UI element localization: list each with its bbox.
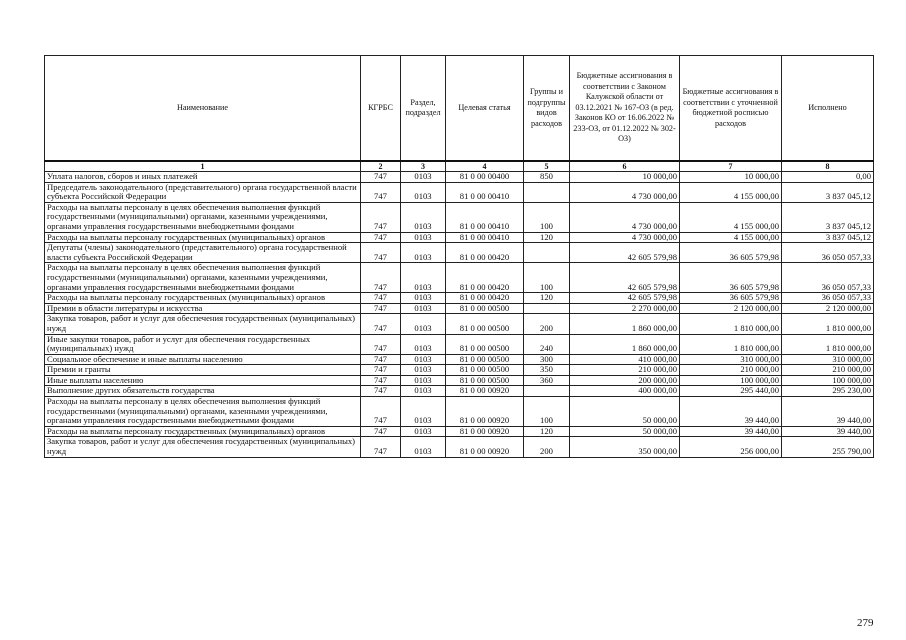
- row-razdel: 0103: [401, 303, 446, 314]
- row-kgrbs: 747: [361, 354, 401, 365]
- row-refined-allocation: 100 000,00: [680, 375, 782, 386]
- row-group: 100: [524, 397, 570, 427]
- row-article: 81 0 00 00500: [446, 303, 524, 314]
- row-name: Закупка товаров, работ и услуг для обеспечения государственных (муниципальных) нужд: [45, 437, 361, 457]
- row-article: 81 0 00 00920: [446, 397, 524, 427]
- row-executed: 39 440,00: [782, 426, 874, 437]
- row-law-allocation: 10 000,00: [570, 172, 680, 183]
- header-kgrbs: КГРБС: [361, 56, 401, 162]
- row-article: 81 0 00 00920: [446, 386, 524, 397]
- row-name: Председатель законодательного (представительного) органа государственной власти субъекта Российской Федерации: [45, 182, 361, 202]
- row-kgrbs: 747: [361, 334, 401, 354]
- row-refined-allocation: 4 155 000,00: [680, 202, 782, 232]
- row-law-allocation: 42 605 579,98: [570, 243, 680, 263]
- row-kgrbs: 747: [361, 293, 401, 304]
- table-row: [45, 314, 874, 334]
- row-executed: 255 790,00: [782, 437, 874, 457]
- row-law-allocation: 410 000,00: [570, 354, 680, 365]
- row-law-allocation: 400 000,00: [570, 386, 680, 397]
- header-refined-allocation: Бюджетные ассигнования в соответствии с уточненной бюджетной росписью расходов: [680, 56, 782, 162]
- row-name: Расходы на выплаты персоналу государственных (муниципальных) органов: [45, 426, 361, 437]
- row-article: 81 0 00 00500: [446, 314, 524, 334]
- row-kgrbs: 747: [361, 386, 401, 397]
- row-razdel: 0103: [401, 263, 446, 293]
- header-name: Наименование: [45, 56, 361, 162]
- row-refined-allocation: 256 000,00: [680, 437, 782, 457]
- row-refined-allocation: 1 810 000,00: [680, 314, 782, 334]
- row-group: [524, 303, 570, 314]
- row-razdel: 0103: [401, 354, 446, 365]
- row-kgrbs: 747: [361, 202, 401, 232]
- row-law-allocation: 42 605 579,98: [570, 293, 680, 304]
- row-law-allocation: 4 730 000,00: [570, 202, 680, 232]
- table-row: [45, 426, 874, 437]
- table-row: [45, 232, 874, 243]
- table-row: [45, 263, 874, 293]
- row-name: Социальное обеспечение и иные выплаты населению: [45, 354, 361, 365]
- row-article: 81 0 00 00410: [446, 182, 524, 202]
- row-name: Премии в области литературы и искусства: [45, 303, 361, 314]
- table-row: [45, 386, 874, 397]
- row-law-allocation: 1 860 000,00: [570, 314, 680, 334]
- row-group: 360: [524, 375, 570, 386]
- row-refined-allocation: 295 440,00: [680, 386, 782, 397]
- row-kgrbs: 747: [361, 243, 401, 263]
- row-executed: 39 440,00: [782, 397, 874, 427]
- row-group: 120: [524, 293, 570, 304]
- row-name: Премии и гранты: [45, 365, 361, 376]
- row-group: 100: [524, 202, 570, 232]
- column-number: 1: [45, 161, 361, 172]
- row-kgrbs: 747: [361, 303, 401, 314]
- row-name: Закупка товаров, работ и услуг для обеспечения государственных (муниципальных) нужд: [45, 314, 361, 334]
- row-executed: 3 837 045,12: [782, 202, 874, 232]
- row-kgrbs: 747: [361, 426, 401, 437]
- row-executed: 36 050 057,33: [782, 243, 874, 263]
- table-row: [45, 303, 874, 314]
- row-group: 120: [524, 232, 570, 243]
- row-article: 81 0 00 00410: [446, 202, 524, 232]
- table-row: [45, 293, 874, 304]
- column-number: 8: [782, 161, 874, 172]
- row-law-allocation: 50 000,00: [570, 426, 680, 437]
- row-refined-allocation: 310 000,00: [680, 354, 782, 365]
- row-name: Расходы на выплаты персоналу в целях обеспечения выполнения функций государственными (муниципальными) органами, казенными учреждениями, органами управления государственными внебюджетными фондами: [45, 397, 361, 427]
- row-law-allocation: 42 605 579,98: [570, 263, 680, 293]
- row-name: Расходы на выплаты персоналу в целях обеспечения выполнения функций государственными (муниципальными) органами, казенными учреждениями, органами управления государственными внебюджетными фондами: [45, 202, 361, 232]
- table-row: [45, 354, 874, 365]
- table-row: [45, 437, 874, 457]
- table-row: [45, 182, 874, 202]
- row-group: [524, 386, 570, 397]
- row-razdel: 0103: [401, 365, 446, 376]
- row-kgrbs: 747: [361, 437, 401, 457]
- row-name: Иные выплаты населению: [45, 375, 361, 386]
- column-number-row: [45, 161, 874, 172]
- row-article: 81 0 00 00400: [446, 172, 524, 183]
- table-row: [45, 243, 874, 263]
- header-row: [45, 56, 874, 162]
- header-law-allocation: Бюджетные ассигнования в соответствии с Законом Калужской области от 03.12.2021 № 167-ОЗ (в ред. Законов КО от 16.06.2022 № 233-ОЗ, от 01.12.2022 № 302-ОЗ): [570, 56, 680, 162]
- row-razdel: 0103: [401, 314, 446, 334]
- table-row: [45, 172, 874, 183]
- row-executed: 1 810 000,00: [782, 334, 874, 354]
- row-kgrbs: 747: [361, 263, 401, 293]
- row-law-allocation: 1 860 000,00: [570, 334, 680, 354]
- row-group: [524, 243, 570, 263]
- row-razdel: 0103: [401, 386, 446, 397]
- row-law-allocation: 50 000,00: [570, 397, 680, 427]
- budget-execution-table: [44, 55, 874, 458]
- row-group: 100: [524, 263, 570, 293]
- row-article: 81 0 00 00420: [446, 293, 524, 304]
- row-razdel: 0103: [401, 232, 446, 243]
- row-executed: 2 120 000,00: [782, 303, 874, 314]
- row-group: 120: [524, 426, 570, 437]
- row-group: 240: [524, 334, 570, 354]
- row-kgrbs: 747: [361, 172, 401, 183]
- row-name: Иные закупки товаров, работ и услуг для обеспечения государственных (муниципальных) нужд: [45, 334, 361, 354]
- row-name: Депутаты (члены) законодательного (представительного) органа государственной власти субъекта Российской Федерации: [45, 243, 361, 263]
- row-razdel: 0103: [401, 243, 446, 263]
- header-article: Целевая статья: [446, 56, 524, 162]
- row-law-allocation: 2 270 000,00: [570, 303, 680, 314]
- row-refined-allocation: 36 605 579,98: [680, 293, 782, 304]
- row-group: 350: [524, 365, 570, 376]
- row-refined-allocation: 39 440,00: [680, 397, 782, 427]
- row-executed: 295 230,00: [782, 386, 874, 397]
- table-row: [45, 202, 874, 232]
- column-number: 5: [524, 161, 570, 172]
- row-kgrbs: 747: [361, 397, 401, 427]
- row-name: Расходы на выплаты персоналу государственных (муниципальных) органов: [45, 293, 361, 304]
- row-law-allocation: 4 730 000,00: [570, 232, 680, 243]
- row-article: 81 0 00 00420: [446, 263, 524, 293]
- row-refined-allocation: 4 155 000,00: [680, 232, 782, 243]
- row-law-allocation: 210 000,00: [570, 365, 680, 376]
- table-body: [45, 172, 874, 458]
- row-refined-allocation: 39 440,00: [680, 426, 782, 437]
- row-article: 81 0 00 00500: [446, 365, 524, 376]
- table-row: [45, 375, 874, 386]
- table-row: [45, 365, 874, 376]
- row-group: 850: [524, 172, 570, 183]
- row-group: 300: [524, 354, 570, 365]
- row-executed: 3 837 045,12: [782, 232, 874, 243]
- row-executed: 36 050 057,33: [782, 263, 874, 293]
- header-razdel: Раздел, подраздел: [401, 56, 446, 162]
- row-name: Расходы на выплаты персоналу государственных (муниципальных) органов: [45, 232, 361, 243]
- row-razdel: 0103: [401, 334, 446, 354]
- row-kgrbs: 747: [361, 375, 401, 386]
- row-refined-allocation: 1 810 000,00: [680, 334, 782, 354]
- row-name: Уплата налогов, сборов и иных платежей: [45, 172, 361, 183]
- row-razdel: 0103: [401, 426, 446, 437]
- row-article: 81 0 00 00420: [446, 243, 524, 263]
- row-article: 81 0 00 00920: [446, 437, 524, 457]
- row-refined-allocation: 4 155 000,00: [680, 182, 782, 202]
- row-razdel: 0103: [401, 172, 446, 183]
- row-refined-allocation: 36 605 579,98: [680, 243, 782, 263]
- column-number: 4: [446, 161, 524, 172]
- row-executed: 0,00: [782, 172, 874, 183]
- row-name: Выполнение других обязательств государства: [45, 386, 361, 397]
- row-law-allocation: 4 730 000,00: [570, 182, 680, 202]
- row-kgrbs: 747: [361, 314, 401, 334]
- row-executed: 1 810 000,00: [782, 314, 874, 334]
- row-kgrbs: 747: [361, 365, 401, 376]
- row-razdel: 0103: [401, 293, 446, 304]
- row-article: 81 0 00 00920: [446, 426, 524, 437]
- row-razdel: 0103: [401, 437, 446, 457]
- row-razdel: 0103: [401, 375, 446, 386]
- row-name: Расходы на выплаты персоналу в целях обеспечения выполнения функций государственными (муниципальными) органами, казенными учреждениями, органами управления государственными внебюджетными фондами: [45, 263, 361, 293]
- table-row: [45, 334, 874, 354]
- column-number: 6: [570, 161, 680, 172]
- row-article: 81 0 00 00500: [446, 375, 524, 386]
- row-executed: 210 000,00: [782, 365, 874, 376]
- row-kgrbs: 747: [361, 232, 401, 243]
- header-executed: Исполнено: [782, 56, 874, 162]
- row-article: 81 0 00 00500: [446, 354, 524, 365]
- page-number: 279: [857, 617, 874, 629]
- row-refined-allocation: 36 605 579,98: [680, 263, 782, 293]
- row-razdel: 0103: [401, 182, 446, 202]
- row-group: 200: [524, 437, 570, 457]
- row-group: 200: [524, 314, 570, 334]
- row-article: 81 0 00 00500: [446, 334, 524, 354]
- row-law-allocation: 350 000,00: [570, 437, 680, 457]
- row-executed: 36 050 057,33: [782, 293, 874, 304]
- row-refined-allocation: 10 000,00: [680, 172, 782, 183]
- column-number: 7: [680, 161, 782, 172]
- row-law-allocation: 200 000,00: [570, 375, 680, 386]
- row-executed: 310 000,00: [782, 354, 874, 365]
- column-number: 3: [401, 161, 446, 172]
- table-row: [45, 397, 874, 427]
- row-razdel: 0103: [401, 202, 446, 232]
- row-refined-allocation: 2 120 000,00: [680, 303, 782, 314]
- row-article: 81 0 00 00410: [446, 232, 524, 243]
- row-group: [524, 182, 570, 202]
- row-kgrbs: 747: [361, 182, 401, 202]
- row-refined-allocation: 210 000,00: [680, 365, 782, 376]
- row-razdel: 0103: [401, 397, 446, 427]
- column-number: 2: [361, 161, 401, 172]
- row-executed: 3 837 045,12: [782, 182, 874, 202]
- header-groups: Группы и подгруппы видов расходов: [524, 56, 570, 162]
- row-executed: 100 000,00: [782, 375, 874, 386]
